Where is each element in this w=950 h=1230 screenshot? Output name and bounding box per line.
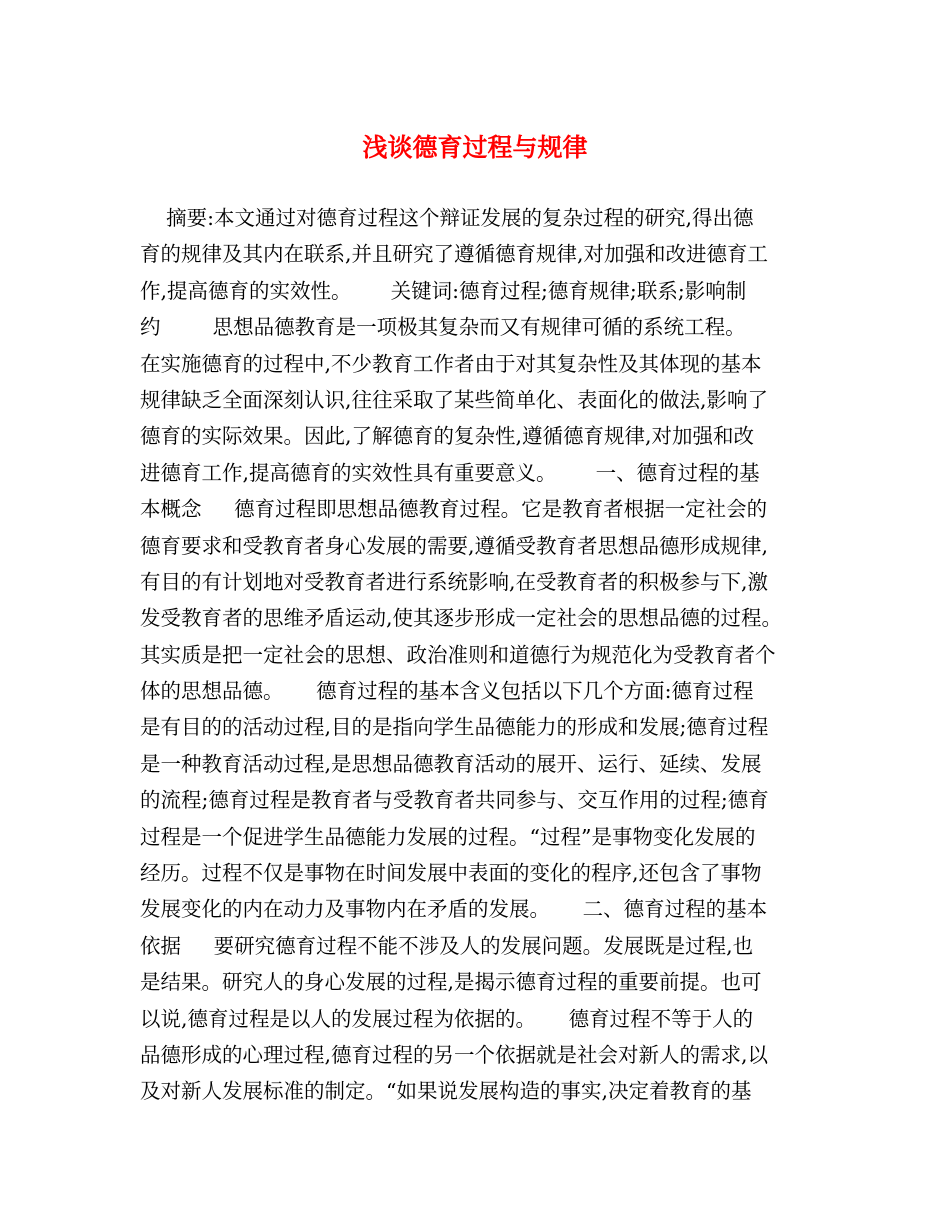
body-text-line: 体的思想品德。 德育过程的基本含义包括以下几个方面:德育过程 [140,679,754,704]
body-text-line: 其实质是把一定社会的思想、政治准则和道德行为规范化为受教育者个 [140,642,776,667]
body-text-line: 经历。过程不仅是事物在时间发展中表面的变化的程序,还包含了事物 [140,861,762,886]
body-text-line: 过程是一个促进学生品德能力发展的过程。“过程”是事物变化发展的 [140,824,756,849]
body-text-line: 是一种教育活动过程,是思想品德教育活动的展开、运行、延续、发展 [140,751,762,776]
document-body [140,200,820,1110]
body-text-line: 德育要求和受教育者身心发展的需要,遵循受教育者思想品德形成规律, [140,533,769,558]
body-text-line: 依据 要研究德育过程不能不涉及人的发展问题。发展既是过程,也 [140,933,754,958]
body-text-line: 规律缺乏全面深刻认识,往往采取了某些简单化、表面化的做法,影响了 [140,387,769,412]
body-text-line: 是结果。研究人的身心发展的过程,是揭示德育过程的重要前提。也可 [140,970,762,995]
body-text-line: 有目的有计划地对受教育者进行系统影响,在受教育者的积极参与下,激 [140,569,769,594]
body-text-line: 以说,德育过程是以人的发展过程为依据的。 德育过程不等于人的 [140,1006,754,1031]
body-text-line: 约 思想品德教育是一项极其复杂而又有规律可循的系统工程。 [140,315,746,340]
body-text-line: 育的规律及其内在联系,并且研究了遵循德育规律,对加强和改进德育工 [140,242,769,267]
body-text-line: 摘要:本文通过对德育过程这个辩证发展的复杂过程的研究,得出德 [140,206,754,230]
body-text-line: 进德育工作,提高德育的实效性具有重要意义。 一、德育过程的基 [140,460,760,485]
body-text-line: 本概念 德育过程即思想品德教育过程。它是教育者根据一定社会的 [140,497,768,522]
body-text-line: 发受教育者的思维矛盾运动,使其逐步形成一定社会的思想品德的过程。 [140,606,783,631]
body-text-line: 的流程;德育过程是教育者与受教育者共同参与、交互作用的过程;德育 [140,788,769,813]
body-text-line: 及对新人发展标准的制定。“如果说发展构造的事实,决定着教育的基 [140,1079,752,1104]
body-text-line: 作,提高德育的实效性。 关键词:德育过程;德育规律;联系;影响制 [140,278,747,303]
document-title: 浅谈德育过程与规律 [362,133,588,162]
body-text-line: 发展变化的内在动力及事物内在矛盾的发展。 二、德育过程的基本 [140,897,768,922]
body-text-line: 是有目的的活动过程,目的是指向学生品德能力的形成和发展;德育过程 [140,715,769,740]
body-text-line: 在实施德育的过程中,不少教育工作者由于对其复杂性及其体现的基本 [140,351,762,376]
body-text-line: 德育的实际效果。因此,了解德育的复杂性,遵循德育规律,对加强和改 [140,424,755,449]
body-text-line: 品德形成的心理过程,德育过程的另一个依据就是社会对新人的需求,以 [140,1042,769,1067]
